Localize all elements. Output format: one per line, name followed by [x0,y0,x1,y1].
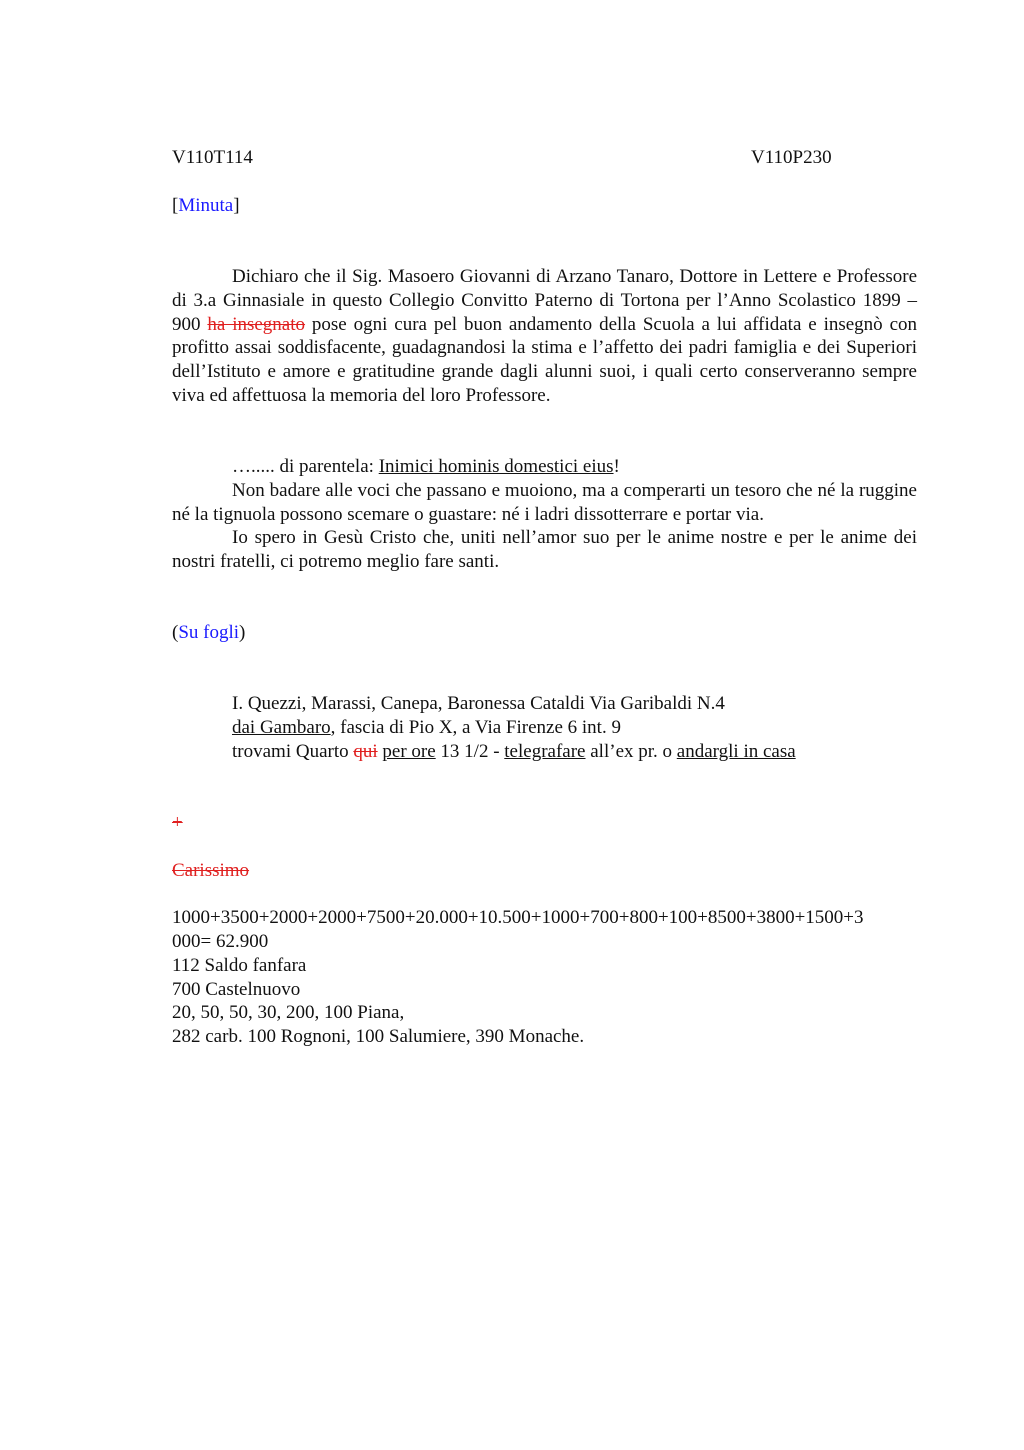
su-fogli-open-paren: ( [172,622,179,643]
notes-line-2-rest: , fascia di Pio X, a Via Firenze 6 int. 9 [330,717,621,738]
notes-line-3-d: all’ex pr. o [585,741,677,762]
su-fogli-link[interactable]: Su fogli [178,622,240,643]
struck-cross: + [172,812,183,833]
declaration-paragraph [172,265,917,408]
header-right-code: V110P230 [751,147,832,168]
declaration-text-b: pose ogni cura pel buon andamento della Scuola a lui affidata e insegnò con profitto assai soddisfacente, guadagnandosi la stima e l’affetto dei padri famiglia e dei Superiori dell’Istituto e amore e gratitudine grande dagli alunni suoi, i quali certo conserveranno sempre viva ed affettuosa la memoria del loro Professore. [172,313,917,406]
notes-gambaro: dai Gambaro [232,717,331,738]
declaration-text-a: Dichiaro che il Sig. Masoero Giovanni di Arzano Tanaro, Dottore in Lettere e Professore di 3.a Ginnasiale in questo Collegio Convitto Paterno di Tortona per l’Anno Scolastico 1899 – 900 [172,266,917,335]
notes-line-3 [232,740,796,764]
declaration-struck-text: ha insegnato [207,313,306,335]
letter-paragraph [172,455,917,574]
notes-line-3-a: trovami Quarto [232,741,354,762]
accounts-fanfara: 112 Saldo fanfara [172,955,307,976]
minuta-label [172,194,240,218]
minuta-close-bracket: ] [233,195,240,216]
letter-line-parentela [172,455,917,479]
accounts-sum-line-1: 1000+3500+2000+2000+7500+20.000+10.500+1000+700+800+100+8500+3800+1500+3 [172,907,864,928]
su-fogli-close-paren: ) [239,622,246,643]
su-fogli-label [172,621,245,645]
notes-struck-qui: qui [353,741,378,762]
accounts-monache: 282 carb. 100 Rognoni, 100 Salumiere, 390 Monache. [172,1026,585,1047]
notes-line-3-c: 13 1/2 - [435,741,505,762]
accounts-castelnuovo: 700 Castelnuovo [172,979,301,1000]
notes-andargli: andargli in casa [676,741,796,762]
struck-carissimo: Carissimo [172,860,250,881]
minuta-open-bracket: [ [172,195,179,216]
quote-exclamation: ! [613,456,620,477]
accounts-piana: 20, 50, 50, 30, 200, 100 Piana, [172,1002,405,1023]
accounts-sum-line-2: 000= 62.900 [172,931,269,952]
letter-sentence-hope: Io spero in Gesù Cristo che, uniti nell’amor suo per le anime nostre e per le anime dei nostri fratelli, ci potremo meglio fare santi. [172,527,917,573]
notes-line-1: I. Quezzi, Marassi, Canepa, Baronessa Cataldi Via Garibaldi N.4 [232,693,725,714]
latin-quote: Inimici hominis domestici eius [378,456,614,477]
minuta-link[interactable]: Minuta [178,195,234,216]
notes-line-2 [232,716,621,740]
notes-telegrafare: telegrafare [504,741,586,762]
parentela-intro: …..... di parentela: [232,456,379,477]
header-left-code: V110T114 [172,147,253,168]
letter-sentence-treasure: Non badare alle voci che passano e muoiono, ma a comperarti un tesoro che né la ruggine né la tignuola possono scemare o guastare: né i ladri dissotterrare e portar via. [172,479,917,525]
notes-per-ore: per ore [382,741,436,762]
